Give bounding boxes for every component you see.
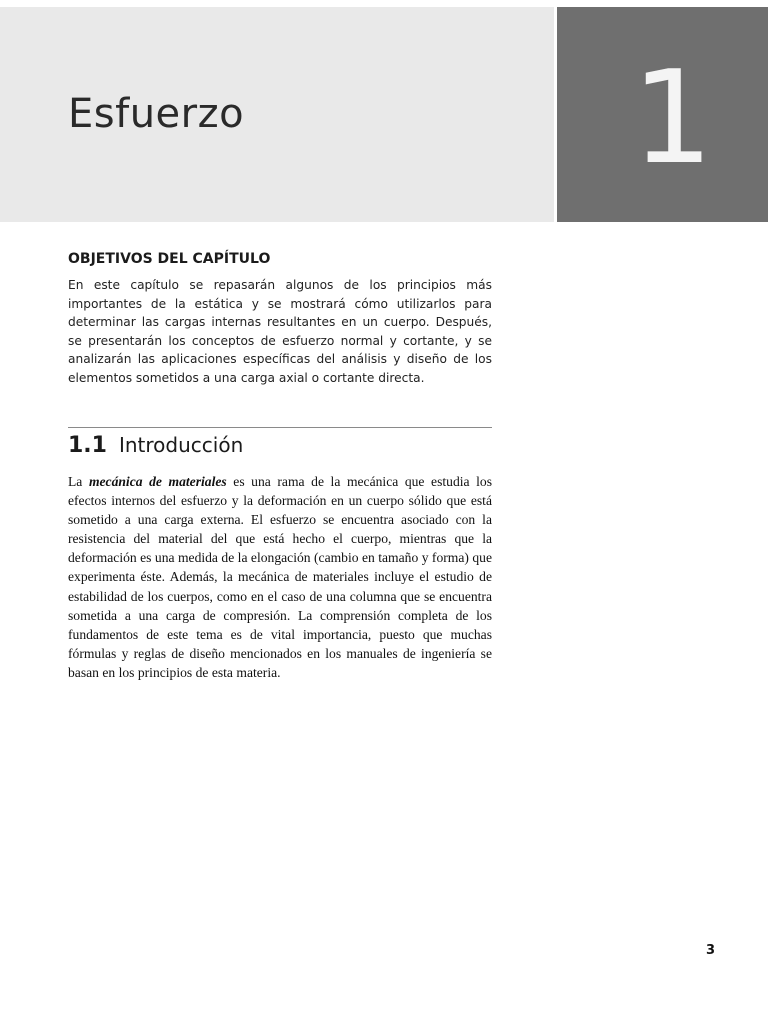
section-body-text: es una rama de la mecánica que estudia los efectos internos del esfuerzo y la deformación en un cuerpo sólido que está sometido a una carga externa. El esfuerzo se encuentra asociado con la resistencia del material del que está hecho el cuerpo, mientras que la deformación es una medida de la elongación (cambio en tamaño y forma) que experimenta éste. Además, la mecánica de materiales incluye el estudio de estabilidad de los cuerpos, como en el caso de una columna que se encuentra sometida a una carga de compresión. La comprensión completa de los fundamentos de este tema es de vital importancia, puesto que muchas fórmulas y reglas de diseño mencionados en los manuales de ingeniería se basan en los principios de esta materia. — [68, 474, 492, 680]
chapter-number-box — [557, 7, 768, 222]
section-title: Introducción — [118, 433, 244, 457]
section-number: 1.1 — [68, 433, 107, 458]
section-body — [68, 472, 492, 682]
section-heading — [68, 430, 243, 461]
objectives-text: En este capítulo se repasarán algunos de los principios más importantes de la estática y se mostrará cómo utilizarlos para determinar las cargas internas resultantes en un cuerpo. Después, se presentarán los conceptos de esfuerzo normal y cortante, y se analizarán las aplicaciones específicas del análisis y diseño de los elementos sometidos a una carga axial o cortante directa. — [68, 278, 492, 385]
page-number: 3 — [706, 943, 716, 958]
chapter-title: Esfuerzo — [68, 91, 245, 137]
objectives-heading: OBJETIVOS DEL CAPÍTULO — [68, 251, 271, 267]
section-intro-article: La — [68, 474, 83, 489]
section-divider — [68, 427, 492, 428]
chapter-number: 1 — [631, 44, 714, 193]
section-emphasis-term: mecánica de materiales — [88, 474, 227, 489]
